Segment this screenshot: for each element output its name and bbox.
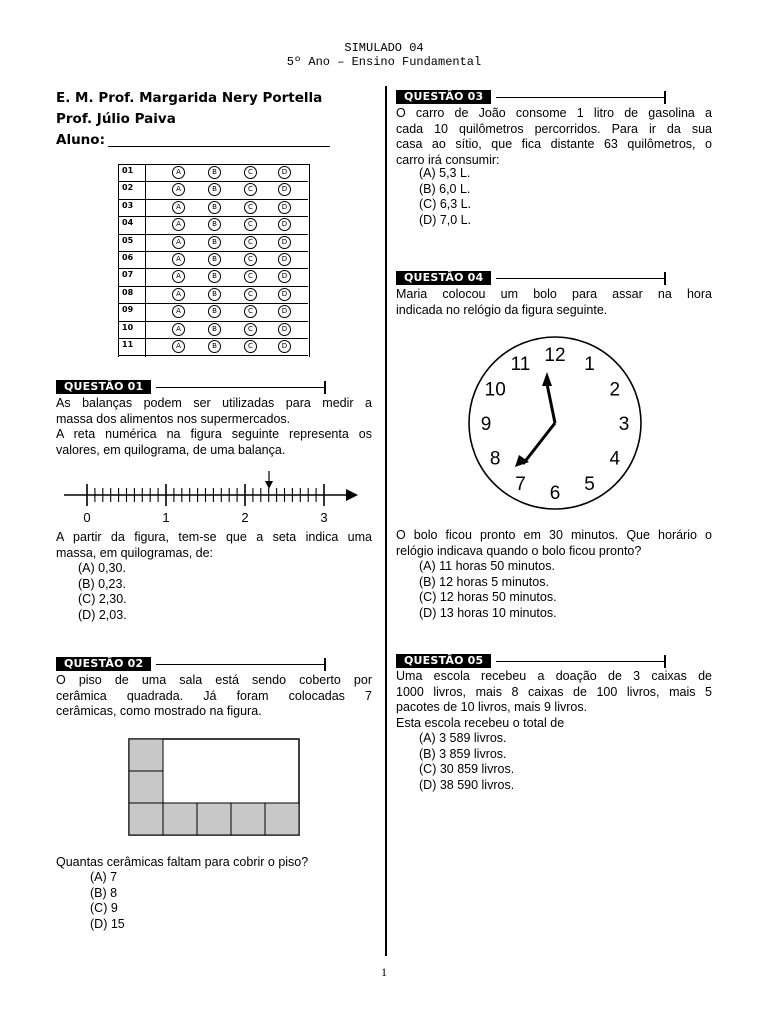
number-line-label: 0 xyxy=(83,510,91,525)
q4-option-a[interactable]: (A) 11 horas 50 minutos. xyxy=(419,559,555,573)
answer-bubble-b[interactable]: B xyxy=(208,323,221,336)
tile xyxy=(129,803,163,835)
q2-label: QUESTÃO 02 xyxy=(56,657,151,671)
number-line-label: 2 xyxy=(241,510,249,525)
q2-text-line: O piso de uma sala está sendo coberto por xyxy=(56,673,372,687)
q2-option-b[interactable]: (B) 8 xyxy=(90,885,118,900)
clock-number: 2 xyxy=(609,379,621,401)
clock-number: 4 xyxy=(609,448,621,470)
answer-bubble-d[interactable]: D xyxy=(278,270,291,283)
tile xyxy=(163,803,197,835)
answer-bubble-a[interactable]: A xyxy=(172,253,185,266)
q3-text-line: cada 10 quilômetros percorridos. Para ir da sua xyxy=(396,121,712,136)
answer-bubble-a[interactable]: A xyxy=(172,340,185,353)
answer-bubble-c[interactable]: C xyxy=(244,305,257,318)
answer-sheet-number: 04 xyxy=(122,218,134,228)
q3-header-tick xyxy=(664,91,666,104)
q4-text-line: Maria colocou um bolo para assar na hora xyxy=(396,287,712,301)
answer-bubble-d[interactable]: D xyxy=(278,253,291,266)
answer-bubble-d[interactable]: D xyxy=(278,218,291,231)
answer-bubble-a[interactable]: A xyxy=(172,323,185,336)
answer-sheet-row xyxy=(118,268,308,286)
answer-bubble-b[interactable]: B xyxy=(208,236,221,249)
clock-number: 5 xyxy=(584,473,595,495)
school-name: E. M. Prof. Margarida Nery Portella xyxy=(56,90,323,106)
q3-option-c[interactable]: (C) 6,3 L. xyxy=(419,197,472,211)
answer-bubble-d[interactable]: D xyxy=(278,288,291,301)
answer-sheet-row xyxy=(118,181,308,199)
q3-label: QUESTÃO 03 xyxy=(396,90,491,104)
clock-number: 7 xyxy=(515,473,526,495)
answer-bubble-b[interactable]: B xyxy=(208,183,221,196)
clock-number: 1 xyxy=(584,354,595,376)
answer-sheet-row xyxy=(118,251,308,269)
student-label: Aluno: xyxy=(56,132,105,148)
q2-header-tick xyxy=(324,658,326,671)
q2-options xyxy=(90,870,125,932)
q2-header-line xyxy=(156,664,324,665)
answer-bubble-b[interactable]: B xyxy=(208,288,221,301)
clock-number: 9 xyxy=(480,414,492,435)
answer-bubble-c[interactable]: C xyxy=(244,288,257,301)
q5-text-line: Uma escola recebeu a doação de 3 caixas de xyxy=(396,669,712,683)
answer-bubble-a[interactable]: A xyxy=(172,218,185,231)
answer-bubble-d[interactable]: D xyxy=(278,236,291,249)
q2-option-c[interactable]: (C) 9 xyxy=(90,901,118,915)
q1-header-tick xyxy=(324,381,326,394)
answer-bubble-c[interactable]: C xyxy=(244,236,257,249)
q1-text-line: As balanças podem ser utilizadas para medir a xyxy=(56,396,372,410)
tile xyxy=(129,771,163,803)
q1-text-line: massa dos alimentos nos supermercados. xyxy=(56,411,291,426)
number-line-label: 3 xyxy=(320,510,328,525)
q3-header-line xyxy=(496,97,664,98)
clock-number: 12 xyxy=(544,345,566,366)
answer-bubble-c[interactable]: C xyxy=(244,218,257,231)
answer-bubble-b[interactable]: B xyxy=(208,218,221,231)
q1-header-line xyxy=(156,387,324,388)
answer-bubble-a[interactable]: A xyxy=(172,166,185,179)
answer-sheet-row xyxy=(118,164,308,182)
q5-text-line: pacotes de 10 livros, mais 9 livros. xyxy=(396,700,588,714)
answer-sheet-row xyxy=(118,338,308,356)
answer-sheet-row xyxy=(118,234,308,252)
q5-header-line xyxy=(496,661,664,662)
q1-option-b[interactable]: (B) 0,23. xyxy=(78,576,126,591)
clock-number: 3 xyxy=(618,414,630,435)
number-line-label: 1 xyxy=(162,510,170,525)
q3-text-line: O carro de João consome 1 litro de gasolina a xyxy=(396,106,712,120)
q1-question xyxy=(56,530,372,561)
q4-question-line: O bolo ficou pronto em 30 minutos. Que horário o xyxy=(396,528,712,542)
q4-header-tick xyxy=(664,272,666,285)
clock-number: 8 xyxy=(489,448,501,470)
q3-option-b[interactable]: (B) 6,0 L. xyxy=(419,181,471,196)
q4-option-d[interactable]: (D) 13 horas 10 minutos. xyxy=(419,605,557,620)
answer-sheet-number: 06 xyxy=(122,253,134,262)
q3-text xyxy=(396,106,712,168)
answer-sheet-number: 01 xyxy=(122,166,134,175)
answer-bubble-a[interactable]: A xyxy=(172,236,185,249)
q2-header xyxy=(56,657,328,671)
q3-options xyxy=(419,166,471,228)
document-subtitle: 5º Ano – Ensino Fundamental xyxy=(286,55,482,69)
answer-bubble-c[interactable]: C xyxy=(244,183,257,196)
q4-text-line: indicada no relógio da figura seguinte. xyxy=(396,302,608,317)
answer-bubble-a[interactable]: A xyxy=(172,305,185,318)
q2-question: Quantas cerâmicas faltam para cobrir o piso? xyxy=(56,855,309,869)
answer-sheet-number: 09 xyxy=(122,305,134,315)
answer-bubble-d[interactable]: D xyxy=(278,166,291,179)
q5-option-d[interactable]: (D) 38 590 livros. xyxy=(419,777,515,792)
answer-bubble-d[interactable]: D xyxy=(278,183,291,196)
q3-option-d[interactable]: (D) 7,0 L. xyxy=(419,212,472,227)
answer-sheet-number: 07 xyxy=(122,270,134,280)
q5-header xyxy=(396,654,668,668)
q4-options xyxy=(419,559,557,621)
q1-header xyxy=(56,380,328,394)
q1-label: QUESTÃO 01 xyxy=(56,380,151,394)
q1-question-line: massa, em quilogramas, de: xyxy=(56,545,214,560)
answer-sheet-number: 10 xyxy=(122,322,134,332)
column-divider xyxy=(385,86,387,956)
tile xyxy=(129,739,163,771)
q2-text-line: cerâmicas, como mostrado na figura. xyxy=(56,704,262,718)
q2-text-line: cerâmica quadrada. Já foram colocadas 7 xyxy=(56,688,372,703)
q4-header xyxy=(396,271,668,285)
answer-bubble-d[interactable]: D xyxy=(278,323,291,336)
q2-text xyxy=(56,673,372,720)
q4-text xyxy=(396,287,712,318)
q5-option-c[interactable]: (C) 30 859 livros. xyxy=(419,762,515,776)
q4-option-c[interactable]: (C) 12 horas 50 minutos. xyxy=(419,590,557,604)
answer-bubble-a[interactable]: A xyxy=(172,288,185,301)
q3-text-line: casa ao sítio, que fica distante 63 quilômetros, o xyxy=(396,137,712,151)
answer-bubble-b[interactable]: B xyxy=(208,340,221,353)
answer-bubble-b[interactable]: B xyxy=(208,270,221,283)
q5-label: QUESTÃO 05 xyxy=(396,654,491,668)
answer-bubble-c[interactable]: C xyxy=(244,253,257,266)
q1-options xyxy=(78,561,127,623)
q3-header xyxy=(396,90,668,104)
answer-bubble-a[interactable]: A xyxy=(172,183,185,196)
q4-header-line xyxy=(496,278,664,279)
answer-bubble-c[interactable]: C xyxy=(244,166,257,179)
answer-bubble-a[interactable]: A xyxy=(172,270,185,283)
q5-text-line: Esta escola recebeu o total de xyxy=(396,715,565,730)
answer-bubble-d[interactable]: D xyxy=(278,340,291,353)
q4-question-line: relógio indicava quando o bolo ficou pronto? xyxy=(396,543,642,558)
q5-options xyxy=(419,731,514,793)
answer-bubble-a[interactable]: A xyxy=(172,201,185,214)
tile xyxy=(197,803,231,835)
teacher-name: Prof. Júlio Paiva xyxy=(56,111,176,127)
q1-option-a[interactable]: (A) 0,30. xyxy=(78,561,126,575)
clock-number: 10 xyxy=(484,379,506,401)
q1-text-line: A reta numérica na figura seguinte representa os xyxy=(56,427,372,441)
answer-bubble-b[interactable]: B xyxy=(208,305,221,318)
q4-question xyxy=(396,528,712,559)
answer-bubble-c[interactable]: C xyxy=(244,323,257,336)
q2-option-a[interactable]: (A) 7 xyxy=(90,870,118,884)
number-line-figure xyxy=(56,465,366,527)
q1-option-c[interactable]: (C) 2,30. xyxy=(78,592,127,606)
q1-option-d[interactable]: (D) 2,03. xyxy=(78,607,127,622)
q1-text xyxy=(56,396,372,458)
clock-figure xyxy=(463,334,647,514)
clock-number: 6 xyxy=(549,483,561,504)
q4-label: QUESTÃO 04 xyxy=(396,271,491,285)
q5-text-line: 1000 livros, mais 8 caixas de 100 livros, mais 5 xyxy=(396,684,712,699)
answer-sheet-number: 11 xyxy=(122,340,134,349)
answer-bubble-b[interactable]: B xyxy=(208,253,221,266)
answer-bubble-d[interactable]: D xyxy=(278,305,291,318)
answer-sheet-row xyxy=(118,199,308,217)
answer-bubble-c[interactable]: C xyxy=(244,270,257,283)
q2-option-d[interactable]: (D) 15 xyxy=(90,916,125,931)
answer-sheet-row xyxy=(118,303,308,321)
answer-sheet-number: 02 xyxy=(122,183,134,193)
q5-option-b[interactable]: (B) 3 859 livros. xyxy=(419,746,507,761)
page-number: 1 xyxy=(381,965,387,979)
answer-bubble-c[interactable]: C xyxy=(244,340,257,353)
q1-text-line: valores, em quilograma, de uma balança. xyxy=(56,442,286,457)
answer-bubble-b[interactable]: B xyxy=(208,201,221,214)
answer-bubble-b[interactable]: B xyxy=(208,166,221,179)
answer-bubble-c[interactable]: C xyxy=(244,201,257,214)
clock-number: 11 xyxy=(510,354,531,376)
student-name-line[interactable] xyxy=(108,146,330,147)
q5-text xyxy=(396,669,712,731)
q3-option-a[interactable]: (A) 5,3 L. xyxy=(419,166,471,180)
q5-option-a[interactable]: (A) 3 589 livros. xyxy=(419,731,507,745)
pointer-arrow-head xyxy=(265,481,273,489)
document-title: SIMULADO 04 xyxy=(344,41,424,55)
q4-option-b[interactable]: (B) 12 horas 5 minutos. xyxy=(419,574,549,589)
q5-header-tick xyxy=(664,655,666,668)
number-line-arrowhead xyxy=(346,489,358,501)
answer-sheet-row xyxy=(118,216,308,234)
answer-sheet-number: 03 xyxy=(122,200,134,210)
q3-text-line: carro irá consumir: xyxy=(396,152,500,167)
answer-sheet-number: 05 xyxy=(122,235,134,245)
answer-bubble-d[interactable]: D xyxy=(278,201,291,214)
tile xyxy=(265,803,299,835)
q1-question-line: A partir da figura, tem-se que a seta indica uma xyxy=(56,530,372,544)
answer-sheet-row xyxy=(118,286,308,304)
answer-sheet-row xyxy=(118,321,308,339)
answer-sheet-number: 08 xyxy=(122,287,134,297)
tile xyxy=(231,803,265,835)
floor-figure xyxy=(128,738,302,838)
